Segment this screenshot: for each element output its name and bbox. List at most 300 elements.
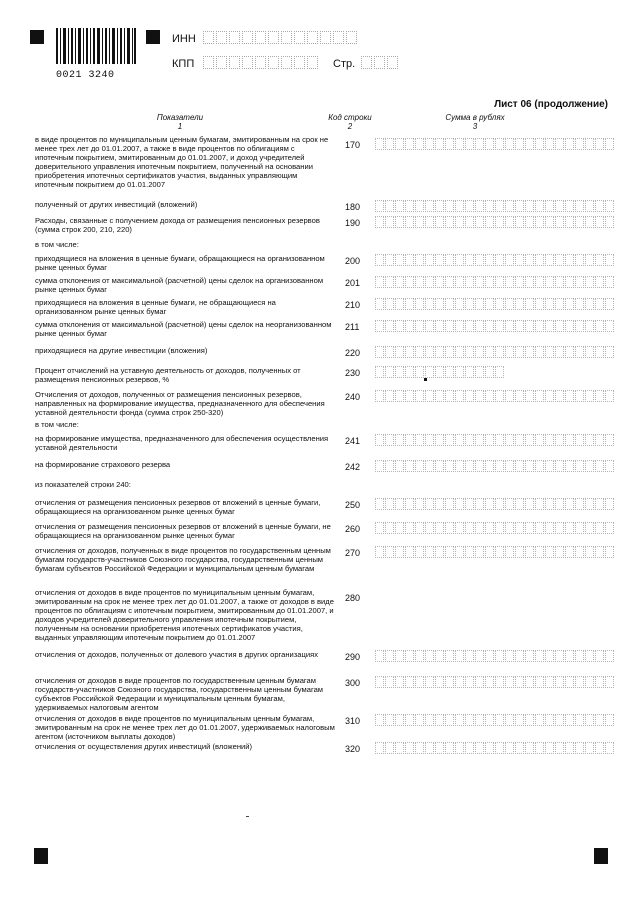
amount-digit-cell[interactable] bbox=[375, 390, 384, 402]
amount-digit-cell[interactable] bbox=[445, 498, 454, 510]
amount-digit-cell[interactable] bbox=[475, 138, 484, 150]
amount-digit-cell[interactable] bbox=[445, 390, 454, 402]
amount-digit-cell[interactable] bbox=[605, 254, 614, 266]
amount-digit-cell[interactable] bbox=[385, 366, 394, 378]
amount-digit-cell[interactable] bbox=[525, 254, 534, 266]
amount-digit-cell[interactable] bbox=[545, 390, 554, 402]
amount-digit-cell[interactable] bbox=[485, 320, 494, 332]
amount-digit-cell[interactable] bbox=[405, 346, 414, 358]
amount-digit-cell[interactable] bbox=[605, 390, 614, 402]
amount-digit-cell[interactable] bbox=[395, 200, 404, 212]
input-cell[interactable] bbox=[268, 56, 279, 69]
amount-digit-cell[interactable] bbox=[505, 138, 514, 150]
amount-digit-cell[interactable] bbox=[495, 434, 504, 446]
amount-digit-cell[interactable] bbox=[385, 460, 394, 472]
amount-digit-cell[interactable] bbox=[475, 216, 484, 228]
amount-digit-cell[interactable] bbox=[525, 742, 534, 754]
amount-digit-cell[interactable] bbox=[595, 546, 604, 558]
amount-digit-cell[interactable] bbox=[605, 714, 614, 726]
amount-digit-cell[interactable] bbox=[555, 676, 564, 688]
amount-digit-cell[interactable] bbox=[585, 346, 594, 358]
amount-digit-cell[interactable] bbox=[465, 390, 474, 402]
amount-digit-cell[interactable] bbox=[525, 650, 534, 662]
amount-digit-cell[interactable] bbox=[565, 276, 574, 288]
amount-digit-cell[interactable] bbox=[505, 434, 514, 446]
amount-digit-cell[interactable] bbox=[475, 650, 484, 662]
amount-digit-cell[interactable] bbox=[535, 320, 544, 332]
amount-digit-cell[interactable] bbox=[415, 650, 424, 662]
amount-digit-cell[interactable] bbox=[395, 346, 404, 358]
amount-digit-cell[interactable] bbox=[405, 434, 414, 446]
amount-digit-cell[interactable] bbox=[375, 320, 384, 332]
amount-digit-cell[interactable] bbox=[475, 366, 484, 378]
amount-digit-cell[interactable] bbox=[495, 200, 504, 212]
amount-digit-cell[interactable] bbox=[455, 460, 464, 472]
amount-digit-cell[interactable] bbox=[565, 460, 574, 472]
amount-digit-cell[interactable] bbox=[595, 216, 604, 228]
amount-digit-cell[interactable] bbox=[395, 460, 404, 472]
amount-digit-cell[interactable] bbox=[475, 498, 484, 510]
amount-digit-cell[interactable] bbox=[405, 714, 414, 726]
amount-digit-cell[interactable] bbox=[545, 460, 554, 472]
amount-digit-cell[interactable] bbox=[485, 216, 494, 228]
amount-field[interactable] bbox=[375, 346, 615, 358]
amount-digit-cell[interactable] bbox=[535, 200, 544, 212]
amount-digit-cell[interactable] bbox=[575, 276, 584, 288]
amount-digit-cell[interactable] bbox=[535, 138, 544, 150]
amount-digit-cell[interactable] bbox=[455, 138, 464, 150]
amount-digit-cell[interactable] bbox=[415, 522, 424, 534]
amount-digit-cell[interactable] bbox=[555, 138, 564, 150]
amount-digit-cell[interactable] bbox=[485, 390, 494, 402]
input-cell[interactable] bbox=[255, 31, 266, 44]
amount-digit-cell[interactable] bbox=[585, 320, 594, 332]
amount-digit-cell[interactable] bbox=[425, 346, 434, 358]
amount-digit-cell[interactable] bbox=[385, 298, 394, 310]
amount-digit-cell[interactable] bbox=[605, 200, 614, 212]
amount-digit-cell[interactable] bbox=[425, 298, 434, 310]
amount-digit-cell[interactable] bbox=[425, 434, 434, 446]
amount-digit-cell[interactable] bbox=[605, 522, 614, 534]
amount-digit-cell[interactable] bbox=[515, 216, 524, 228]
input-cell[interactable] bbox=[320, 31, 331, 44]
amount-digit-cell[interactable] bbox=[455, 390, 464, 402]
amount-digit-cell[interactable] bbox=[535, 676, 544, 688]
amount-digit-cell[interactable] bbox=[445, 742, 454, 754]
amount-digit-cell[interactable] bbox=[515, 298, 524, 310]
input-cell[interactable] bbox=[294, 56, 305, 69]
amount-digit-cell[interactable] bbox=[495, 390, 504, 402]
amount-digit-cell[interactable] bbox=[475, 298, 484, 310]
amount-digit-cell[interactable] bbox=[375, 460, 384, 472]
amount-digit-cell[interactable] bbox=[505, 714, 514, 726]
amount-digit-cell[interactable] bbox=[405, 254, 414, 266]
amount-digit-cell[interactable] bbox=[525, 390, 534, 402]
amount-digit-cell[interactable] bbox=[415, 546, 424, 558]
amount-digit-cell[interactable] bbox=[525, 298, 534, 310]
amount-digit-cell[interactable] bbox=[395, 216, 404, 228]
amount-digit-cell[interactable] bbox=[555, 742, 564, 754]
amount-digit-cell[interactable] bbox=[425, 216, 434, 228]
amount-digit-cell[interactable] bbox=[395, 676, 404, 688]
amount-digit-cell[interactable] bbox=[605, 650, 614, 662]
amount-digit-cell[interactable] bbox=[505, 276, 514, 288]
amount-field[interactable] bbox=[375, 320, 615, 332]
amount-digit-cell[interactable] bbox=[465, 498, 474, 510]
amount-digit-cell[interactable] bbox=[525, 546, 534, 558]
amount-digit-cell[interactable] bbox=[395, 276, 404, 288]
amount-digit-cell[interactable] bbox=[465, 138, 474, 150]
amount-digit-cell[interactable] bbox=[425, 676, 434, 688]
amount-digit-cell[interactable] bbox=[375, 138, 384, 150]
amount-digit-cell[interactable] bbox=[565, 434, 574, 446]
amount-digit-cell[interactable] bbox=[415, 298, 424, 310]
amount-digit-cell[interactable] bbox=[505, 676, 514, 688]
amount-digit-cell[interactable] bbox=[425, 498, 434, 510]
amount-digit-cell[interactable] bbox=[425, 460, 434, 472]
amount-digit-cell[interactable] bbox=[425, 714, 434, 726]
amount-digit-cell[interactable] bbox=[395, 138, 404, 150]
amount-digit-cell[interactable] bbox=[445, 276, 454, 288]
amount-digit-cell[interactable] bbox=[565, 298, 574, 310]
amount-digit-cell[interactable] bbox=[405, 460, 414, 472]
amount-digit-cell[interactable] bbox=[435, 346, 444, 358]
amount-digit-cell[interactable] bbox=[485, 522, 494, 534]
amount-digit-cell[interactable] bbox=[565, 200, 574, 212]
amount-digit-cell[interactable] bbox=[555, 714, 564, 726]
amount-digit-cell[interactable] bbox=[465, 742, 474, 754]
amount-digit-cell[interactable] bbox=[475, 276, 484, 288]
amount-digit-cell[interactable] bbox=[465, 546, 474, 558]
amount-digit-cell[interactable] bbox=[605, 546, 614, 558]
amount-digit-cell[interactable] bbox=[445, 138, 454, 150]
amount-digit-cell[interactable] bbox=[405, 676, 414, 688]
amount-digit-cell[interactable] bbox=[435, 276, 444, 288]
amount-digit-cell[interactable] bbox=[475, 254, 484, 266]
amount-digit-cell[interactable] bbox=[595, 254, 604, 266]
amount-digit-cell[interactable] bbox=[485, 498, 494, 510]
input-cell[interactable] bbox=[255, 56, 266, 69]
amount-digit-cell[interactable] bbox=[525, 138, 534, 150]
amount-digit-cell[interactable] bbox=[525, 460, 534, 472]
amount-digit-cell[interactable] bbox=[375, 522, 384, 534]
amount-digit-cell[interactable] bbox=[375, 650, 384, 662]
amount-field[interactable] bbox=[375, 742, 615, 754]
amount-digit-cell[interactable] bbox=[585, 254, 594, 266]
amount-digit-cell[interactable] bbox=[565, 138, 574, 150]
amount-digit-cell[interactable] bbox=[425, 138, 434, 150]
amount-digit-cell[interactable] bbox=[435, 498, 444, 510]
amount-digit-cell[interactable] bbox=[485, 138, 494, 150]
amount-digit-cell[interactable] bbox=[395, 320, 404, 332]
amount-digit-cell[interactable] bbox=[435, 546, 444, 558]
amount-digit-cell[interactable] bbox=[595, 200, 604, 212]
amount-digit-cell[interactable] bbox=[535, 276, 544, 288]
amount-digit-cell[interactable] bbox=[475, 676, 484, 688]
amount-digit-cell[interactable] bbox=[375, 498, 384, 510]
amount-digit-cell[interactable] bbox=[465, 346, 474, 358]
amount-digit-cell[interactable] bbox=[435, 434, 444, 446]
amount-field[interactable] bbox=[375, 390, 615, 402]
amount-digit-cell[interactable] bbox=[485, 676, 494, 688]
input-cell[interactable] bbox=[216, 56, 227, 69]
amount-field[interactable] bbox=[375, 276, 615, 288]
amount-digit-cell[interactable] bbox=[595, 434, 604, 446]
amount-digit-cell[interactable] bbox=[515, 546, 524, 558]
amount-digit-cell[interactable] bbox=[505, 200, 514, 212]
amount-digit-cell[interactable] bbox=[405, 742, 414, 754]
amount-digit-cell[interactable] bbox=[585, 522, 594, 534]
amount-digit-cell[interactable] bbox=[375, 216, 384, 228]
amount-digit-cell[interactable] bbox=[405, 498, 414, 510]
amount-digit-cell[interactable] bbox=[465, 714, 474, 726]
amount-digit-cell[interactable] bbox=[425, 546, 434, 558]
amount-digit-cell[interactable] bbox=[385, 254, 394, 266]
amount-digit-cell[interactable] bbox=[605, 216, 614, 228]
amount-digit-cell[interactable] bbox=[425, 650, 434, 662]
amount-digit-cell[interactable] bbox=[455, 200, 464, 212]
amount-digit-cell[interactable] bbox=[485, 366, 494, 378]
amount-digit-cell[interactable] bbox=[425, 254, 434, 266]
amount-digit-cell[interactable] bbox=[575, 298, 584, 310]
amount-digit-cell[interactable] bbox=[605, 742, 614, 754]
amount-digit-cell[interactable] bbox=[445, 522, 454, 534]
amount-digit-cell[interactable] bbox=[595, 138, 604, 150]
amount-field[interactable] bbox=[375, 522, 615, 534]
amount-field[interactable] bbox=[375, 460, 615, 472]
amount-digit-cell[interactable] bbox=[485, 434, 494, 446]
amount-digit-cell[interactable] bbox=[435, 320, 444, 332]
amount-digit-cell[interactable] bbox=[545, 546, 554, 558]
amount-digit-cell[interactable] bbox=[495, 498, 504, 510]
amount-digit-cell[interactable] bbox=[495, 676, 504, 688]
amount-digit-cell[interactable] bbox=[395, 714, 404, 726]
amount-digit-cell[interactable] bbox=[415, 742, 424, 754]
amount-digit-cell[interactable] bbox=[535, 650, 544, 662]
amount-digit-cell[interactable] bbox=[585, 498, 594, 510]
amount-field[interactable] bbox=[375, 498, 615, 510]
amount-digit-cell[interactable] bbox=[575, 742, 584, 754]
amount-digit-cell[interactable] bbox=[575, 346, 584, 358]
amount-digit-cell[interactable] bbox=[555, 650, 564, 662]
input-cell[interactable] bbox=[203, 56, 214, 69]
amount-digit-cell[interactable] bbox=[405, 138, 414, 150]
amount-digit-cell[interactable] bbox=[605, 434, 614, 446]
amount-digit-cell[interactable] bbox=[555, 298, 564, 310]
amount-digit-cell[interactable] bbox=[425, 522, 434, 534]
amount-digit-cell[interactable] bbox=[415, 216, 424, 228]
amount-digit-cell[interactable] bbox=[485, 276, 494, 288]
amount-digit-cell[interactable] bbox=[495, 254, 504, 266]
kpp-field[interactable] bbox=[203, 56, 320, 69]
amount-digit-cell[interactable] bbox=[415, 434, 424, 446]
amount-digit-cell[interactable] bbox=[595, 676, 604, 688]
amount-digit-cell[interactable] bbox=[515, 276, 524, 288]
amount-field[interactable] bbox=[375, 216, 615, 228]
page-number-field[interactable] bbox=[361, 56, 400, 69]
amount-digit-cell[interactable] bbox=[475, 714, 484, 726]
amount-digit-cell[interactable] bbox=[585, 298, 594, 310]
amount-digit-cell[interactable] bbox=[405, 522, 414, 534]
amount-digit-cell[interactable] bbox=[455, 522, 464, 534]
amount-digit-cell[interactable] bbox=[595, 460, 604, 472]
amount-digit-cell[interactable] bbox=[525, 498, 534, 510]
amount-digit-cell[interactable] bbox=[515, 650, 524, 662]
amount-digit-cell[interactable] bbox=[575, 254, 584, 266]
amount-digit-cell[interactable] bbox=[555, 390, 564, 402]
amount-digit-cell[interactable] bbox=[565, 390, 574, 402]
amount-digit-cell[interactable] bbox=[515, 138, 524, 150]
amount-digit-cell[interactable] bbox=[375, 434, 384, 446]
amount-digit-cell[interactable] bbox=[555, 254, 564, 266]
amount-digit-cell[interactable] bbox=[475, 320, 484, 332]
amount-digit-cell[interactable] bbox=[575, 498, 584, 510]
amount-digit-cell[interactable] bbox=[545, 276, 554, 288]
amount-digit-cell[interactable] bbox=[535, 546, 544, 558]
amount-digit-cell[interactable] bbox=[425, 320, 434, 332]
amount-digit-cell[interactable] bbox=[575, 138, 584, 150]
amount-digit-cell[interactable] bbox=[415, 320, 424, 332]
input-cell[interactable] bbox=[281, 56, 292, 69]
amount-digit-cell[interactable] bbox=[375, 366, 384, 378]
amount-digit-cell[interactable] bbox=[565, 254, 574, 266]
amount-digit-cell[interactable] bbox=[395, 254, 404, 266]
amount-digit-cell[interactable] bbox=[505, 742, 514, 754]
amount-digit-cell[interactable] bbox=[595, 714, 604, 726]
amount-digit-cell[interactable] bbox=[445, 346, 454, 358]
amount-digit-cell[interactable] bbox=[415, 366, 424, 378]
amount-digit-cell[interactable] bbox=[375, 742, 384, 754]
amount-digit-cell[interactable] bbox=[575, 650, 584, 662]
amount-digit-cell[interactable] bbox=[435, 298, 444, 310]
amount-digit-cell[interactable] bbox=[375, 714, 384, 726]
amount-digit-cell[interactable] bbox=[435, 522, 444, 534]
amount-digit-cell[interactable] bbox=[545, 434, 554, 446]
amount-digit-cell[interactable] bbox=[505, 216, 514, 228]
amount-digit-cell[interactable] bbox=[395, 434, 404, 446]
amount-digit-cell[interactable] bbox=[515, 460, 524, 472]
amount-digit-cell[interactable] bbox=[385, 346, 394, 358]
amount-field[interactable] bbox=[375, 200, 615, 212]
amount-digit-cell[interactable] bbox=[475, 434, 484, 446]
amount-digit-cell[interactable] bbox=[565, 650, 574, 662]
amount-digit-cell[interactable] bbox=[535, 390, 544, 402]
amount-digit-cell[interactable] bbox=[435, 366, 444, 378]
amount-digit-cell[interactable] bbox=[375, 200, 384, 212]
amount-digit-cell[interactable] bbox=[505, 460, 514, 472]
amount-digit-cell[interactable] bbox=[425, 200, 434, 212]
amount-digit-cell[interactable] bbox=[455, 546, 464, 558]
amount-digit-cell[interactable] bbox=[375, 346, 384, 358]
input-cell[interactable] bbox=[203, 31, 214, 44]
amount-digit-cell[interactable] bbox=[575, 434, 584, 446]
amount-digit-cell[interactable] bbox=[375, 546, 384, 558]
amount-digit-cell[interactable] bbox=[495, 650, 504, 662]
amount-digit-cell[interactable] bbox=[515, 522, 524, 534]
amount-digit-cell[interactable] bbox=[505, 498, 514, 510]
amount-digit-cell[interactable] bbox=[555, 460, 564, 472]
amount-digit-cell[interactable] bbox=[435, 676, 444, 688]
amount-digit-cell[interactable] bbox=[395, 366, 404, 378]
amount-digit-cell[interactable] bbox=[565, 522, 574, 534]
amount-digit-cell[interactable] bbox=[595, 346, 604, 358]
amount-digit-cell[interactable] bbox=[595, 650, 604, 662]
amount-digit-cell[interactable] bbox=[575, 676, 584, 688]
amount-digit-cell[interactable] bbox=[455, 366, 464, 378]
amount-digit-cell[interactable] bbox=[435, 216, 444, 228]
amount-digit-cell[interactable] bbox=[405, 276, 414, 288]
amount-digit-cell[interactable] bbox=[445, 200, 454, 212]
amount-digit-cell[interactable] bbox=[585, 676, 594, 688]
amount-digit-cell[interactable] bbox=[415, 676, 424, 688]
amount-digit-cell[interactable] bbox=[525, 276, 534, 288]
amount-digit-cell[interactable] bbox=[545, 320, 554, 332]
amount-digit-cell[interactable] bbox=[485, 460, 494, 472]
amount-digit-cell[interactable] bbox=[555, 498, 564, 510]
amount-digit-cell[interactable] bbox=[495, 216, 504, 228]
amount-digit-cell[interactable] bbox=[545, 742, 554, 754]
amount-digit-cell[interactable] bbox=[585, 650, 594, 662]
amount-field[interactable] bbox=[375, 254, 615, 266]
amount-digit-cell[interactable] bbox=[605, 676, 614, 688]
amount-digit-cell[interactable] bbox=[565, 546, 574, 558]
amount-digit-cell[interactable] bbox=[495, 460, 504, 472]
amount-digit-cell[interactable] bbox=[415, 138, 424, 150]
amount-digit-cell[interactable] bbox=[385, 714, 394, 726]
amount-digit-cell[interactable] bbox=[485, 346, 494, 358]
amount-digit-cell[interactable] bbox=[395, 498, 404, 510]
amount-digit-cell[interactable] bbox=[605, 298, 614, 310]
amount-digit-cell[interactable] bbox=[595, 742, 604, 754]
amount-digit-cell[interactable] bbox=[545, 676, 554, 688]
amount-digit-cell[interactable] bbox=[525, 434, 534, 446]
amount-field[interactable] bbox=[375, 546, 615, 558]
amount-digit-cell[interactable] bbox=[385, 650, 394, 662]
input-cell[interactable] bbox=[281, 31, 292, 44]
amount-digit-cell[interactable] bbox=[445, 434, 454, 446]
amount-digit-cell[interactable] bbox=[385, 742, 394, 754]
amount-digit-cell[interactable] bbox=[455, 742, 464, 754]
amount-digit-cell[interactable] bbox=[465, 216, 474, 228]
amount-digit-cell[interactable] bbox=[495, 276, 504, 288]
amount-digit-cell[interactable] bbox=[545, 200, 554, 212]
amount-digit-cell[interactable] bbox=[455, 650, 464, 662]
amount-digit-cell[interactable] bbox=[515, 498, 524, 510]
input-cell[interactable] bbox=[229, 31, 240, 44]
amount-digit-cell[interactable] bbox=[515, 254, 524, 266]
amount-digit-cell[interactable] bbox=[435, 460, 444, 472]
input-cell[interactable] bbox=[387, 56, 398, 69]
amount-digit-cell[interactable] bbox=[375, 254, 384, 266]
amount-digit-cell[interactable] bbox=[545, 346, 554, 358]
amount-digit-cell[interactable] bbox=[565, 346, 574, 358]
amount-digit-cell[interactable] bbox=[495, 298, 504, 310]
amount-digit-cell[interactable] bbox=[485, 254, 494, 266]
amount-digit-cell[interactable] bbox=[405, 366, 414, 378]
amount-digit-cell[interactable] bbox=[385, 434, 394, 446]
amount-digit-cell[interactable] bbox=[535, 742, 544, 754]
amount-digit-cell[interactable] bbox=[565, 498, 574, 510]
amount-digit-cell[interactable] bbox=[575, 320, 584, 332]
amount-digit-cell[interactable] bbox=[555, 434, 564, 446]
amount-digit-cell[interactable] bbox=[475, 390, 484, 402]
amount-digit-cell[interactable] bbox=[435, 254, 444, 266]
amount-digit-cell[interactable] bbox=[535, 460, 544, 472]
amount-digit-cell[interactable] bbox=[415, 346, 424, 358]
amount-digit-cell[interactable] bbox=[475, 346, 484, 358]
amount-digit-cell[interactable] bbox=[585, 200, 594, 212]
amount-digit-cell[interactable] bbox=[605, 346, 614, 358]
